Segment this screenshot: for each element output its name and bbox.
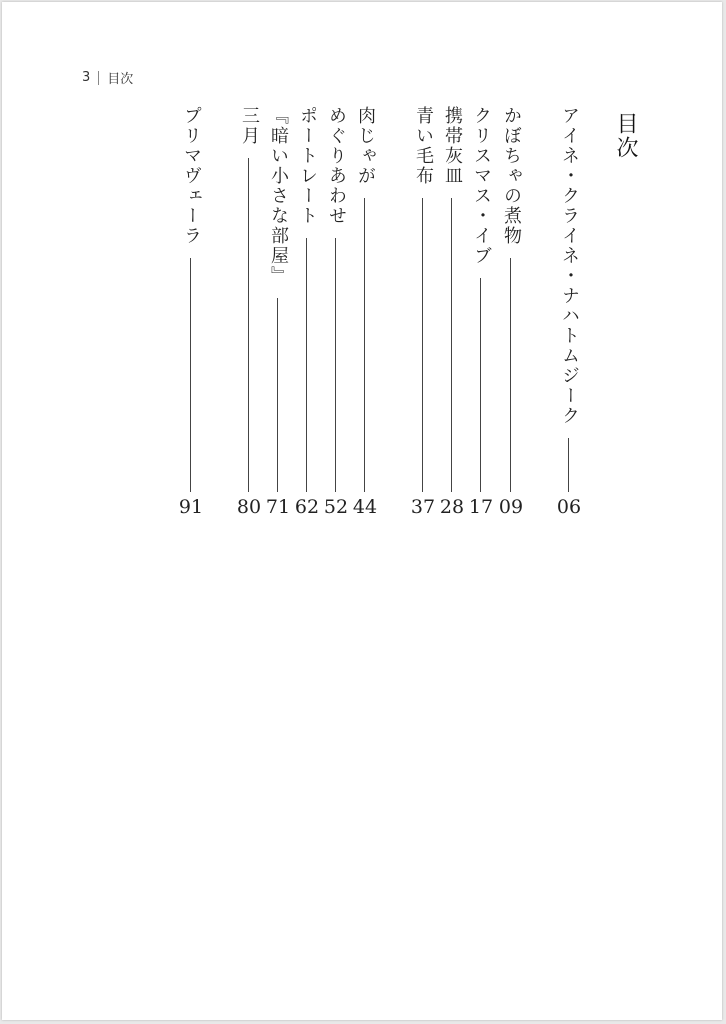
toc-leader-line xyxy=(190,258,191,492)
toc-leader-line xyxy=(364,198,365,492)
document-page xyxy=(2,2,722,1020)
toc-entry-title: ポートレート xyxy=(297,106,318,226)
toc-entry-title: 肉じゃが xyxy=(355,106,376,186)
toc-entry-page: 28 xyxy=(439,496,465,518)
header-section: 目次 xyxy=(107,72,134,87)
toc-title: 目次 xyxy=(613,112,638,160)
toc-leader-line xyxy=(248,158,249,492)
toc-entry-page: 06 xyxy=(556,496,582,518)
toc-entry-title: 三月 xyxy=(239,106,260,146)
toc-entry[interactable] xyxy=(411,106,435,526)
toc-entry-title: 青い毛布 xyxy=(413,106,434,186)
toc-entry-title: プリマヴェーラ xyxy=(181,106,202,246)
toc-entry[interactable] xyxy=(557,106,581,526)
toc-entry-page: 62 xyxy=(294,496,320,518)
toc-entry-page: 80 xyxy=(236,496,262,518)
toc-entry-title: めぐりあわせ xyxy=(326,106,347,226)
toc-entry[interactable] xyxy=(295,106,319,526)
toc-entry-title: かぼちゃの煮物 xyxy=(501,106,522,246)
toc-leader-line xyxy=(422,198,423,492)
toc-entry-page: 17 xyxy=(468,496,494,518)
toc-leader-line xyxy=(568,438,569,492)
toc-entry-page: 09 xyxy=(498,496,524,518)
toc-entry-page: 91 xyxy=(178,496,204,518)
toc-entry[interactable] xyxy=(499,106,523,526)
toc-leader-line xyxy=(480,278,481,492)
toc-entry[interactable] xyxy=(266,106,290,526)
running-header xyxy=(82,68,133,87)
toc-entry-title: 携帯灰皿 xyxy=(442,106,463,186)
toc-leader-line xyxy=(335,238,336,492)
toc-entry-page: 71 xyxy=(265,496,291,518)
header-separator xyxy=(98,71,99,85)
toc-entry-title: クリスマス・イブ xyxy=(471,106,492,266)
toc-entry-page: 37 xyxy=(410,496,436,518)
toc-entry[interactable] xyxy=(179,106,203,526)
toc-entry[interactable] xyxy=(440,106,464,526)
toc-entry-page: 44 xyxy=(352,496,378,518)
toc-entry-page: 52 xyxy=(323,496,349,518)
header-page-number: 3 xyxy=(82,70,91,85)
toc-entry-title: アイネ・クライネ・ナハトムジーク xyxy=(559,106,580,426)
toc-entry[interactable] xyxy=(324,106,348,526)
toc-entry[interactable] xyxy=(353,106,377,526)
toc-leader-line xyxy=(306,238,307,492)
toc-entry[interactable] xyxy=(237,106,261,526)
toc-entry[interactable] xyxy=(469,106,493,526)
toc-leader-line xyxy=(510,258,511,492)
toc-leader-line xyxy=(451,198,452,492)
toc-leader-line xyxy=(277,298,278,492)
toc-entry-title: 『暗い小さな部屋』 xyxy=(268,106,289,286)
